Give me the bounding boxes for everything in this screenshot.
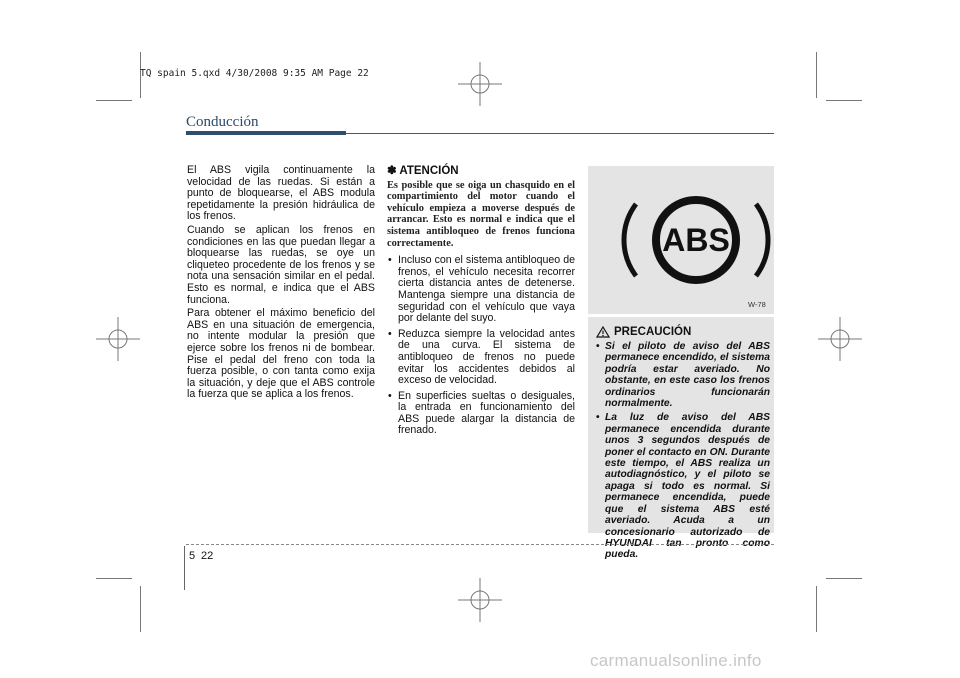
list-item: • La luz de aviso del ABS permanece encendida durante unos 3 segundos después de poner el contacto en ON. Durante este tiempo, el ABS realiza un autodiagnóstico, y el piloto se apaga si todo es normal. Si permanece encendida, puede que el sistema ABS esté averiado. Acuda a un concesionario autorizado de HYUNDAI tan pronto como pueda. [594,412,770,560]
figure-code: W-78 [748,300,766,309]
paragraph: Cuando se aplican los frenos en condiciones en las que puedan llegar a bloquearse las ruedas, se oye un cliqueteo procedente de los frenos y se nota una sensación similar en el pedal. Esto es normal, e indica que el ABS funciona. [187,223,375,306]
abs-description-column [187,165,375,403]
page-divider [184,546,185,590]
list-item: • En superficies sueltas o desiguales, la entrada en funcionamiento del ABS puede alargar la distancia de frenado. [387,391,575,437]
abs-warning-light-icon [588,166,774,314]
watermark: carmanualsonline.info [590,651,762,670]
footer-rule [186,544,774,545]
registration-mark-right [818,317,862,361]
attention-heading: ✽ ATENCIÓN [387,165,459,177]
attention-lead: Es posible que se oiga un chasquido en el compartimiento del motor cuando el vehículo empieza a moverse después de arrancar. Esto es normal e indica que el sistema antibloqueo de frenos funciona correctamente. [387,179,575,249]
warning-triangle-icon [596,326,610,338]
page-number: 22 [201,550,214,562]
abs-symbol-text: ABS [662,222,730,258]
paragraph: El ABS vigila continuamente la velocidad de las ruedas. Si están a punto de bloquearse, el ABS modula repetidamente la presión hidráulica de los frenos. [187,164,375,223]
registration-mark-left [96,317,140,361]
list-item: • Reduzca siempre la velocidad antes de una curva. El sistema de antibloqueo de frenos no puede evitar los accidentes debidos al exceso de velocidad. [387,329,575,387]
list-item: • Incluso con el sistema antibloqueo de frenos, el vehículo necesita recorrer cierta distancia antes de detenerse. Mantenga siempre una distancia de seguridad con el vehículo que vaya por delante del suyo. [387,255,575,325]
caution-list [594,341,770,564]
caution-title: PRECAUCIÓN [614,326,692,338]
paragraph: Para obtener el máximo beneficio del ABS en una situación de emergencia, no intente modular la presión que ejerce sobre los frenos ni de bombear. Pise el pedal del freno con toda la fuerza posible, o con tanta como exija la situación, y deje que el ABS controle la fuerza que se aplica a los frenos. [187,307,375,401]
section-title: Conducción [186,114,259,130]
registration-mark-bottom [458,578,502,622]
attention-column [387,166,575,441]
print-header: TQ spain 5.qxd 4/30/2008 9:35 AM Page 22 [140,68,369,79]
chapter-number: 5 [189,550,196,562]
list-item: • Si el piloto de aviso del ABS permanece encendido, el sistema podría estar averiado. No obstante, en este caso los frenos ordinarios funcionarán normalmente. [594,341,770,409]
attention-list [387,255,575,437]
title-accent-bar [186,131,346,135]
registration-mark-top [458,62,502,106]
abs-warning-figure [588,166,774,314]
